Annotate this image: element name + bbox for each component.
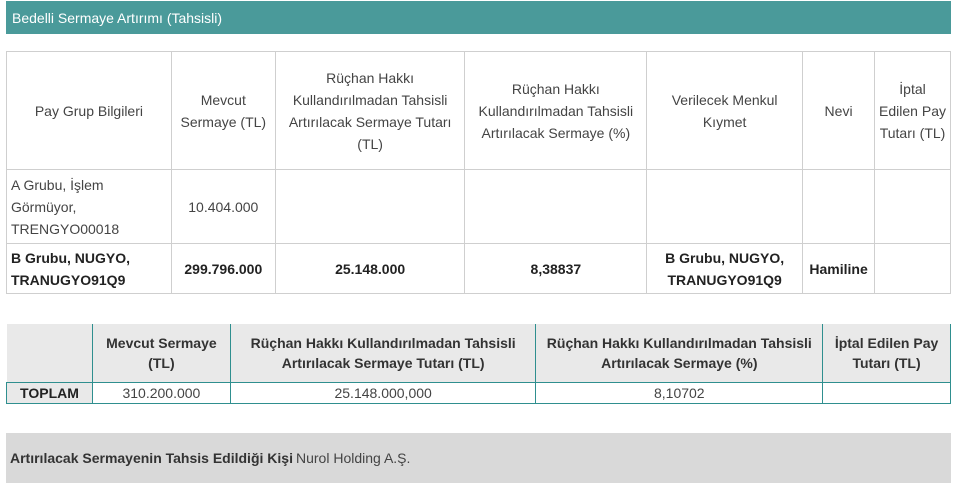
- cell-nevi: [803, 170, 875, 244]
- cell-tutar: 25.148.000: [275, 244, 465, 294]
- totals-iptal: [823, 383, 951, 404]
- cell-oran: [465, 170, 647, 244]
- cell-group: A Grubu, İşlem Görmüyor, TRENGYO00018: [7, 170, 172, 244]
- cell-tutar: [275, 170, 465, 244]
- totals-mevcut: 310.200.000: [92, 383, 230, 404]
- col-tahsisli-oran: Rüçhan Hakkı Kullandırılmadan Tahsisli Artırılacak Sermaye (%): [465, 52, 647, 170]
- cell-iptal: [875, 244, 951, 294]
- totals-col-mevcut: Mevcut Sermaye (TL): [92, 324, 230, 383]
- totals-col-oran: Rüçhan Hakkı Kullandırılmadan Tahsisli Artırılacak Sermaye (%): [536, 324, 823, 383]
- totals-tutar: 25.148.000,000: [230, 383, 536, 404]
- table-row: [7, 170, 951, 244]
- col-pay-grup: Pay Grup Bilgileri: [7, 52, 172, 170]
- cell-oran: 8,38837: [465, 244, 647, 294]
- section-title: Bedelli Sermaye Artırımı (Tahsisli): [12, 9, 223, 26]
- table-header-row: [7, 52, 951, 170]
- totals-oran: 8,10702: [536, 383, 823, 404]
- cell-mevcut: 299.796.000: [171, 244, 275, 294]
- totals-header-blank: [7, 324, 93, 383]
- allocation-block: [6, 433, 951, 483]
- totals-col-iptal: İptal Edilen Pay Tutarı (TL): [823, 324, 951, 383]
- cell-menkul: [647, 170, 803, 244]
- col-nevi: Nevi: [803, 52, 875, 170]
- col-iptal: İptal Edilen Pay Tutarı (TL): [875, 52, 951, 170]
- cell-nevi: Hamiline: [803, 244, 875, 294]
- cell-menkul: B Grubu, NUGYO, TRANUGYO91Q9: [647, 244, 803, 294]
- totals-header-row: [7, 324, 951, 383]
- allocation-label: Artırılacak Sermayenin Tahsis Edildiği Kişi: [10, 450, 293, 466]
- cell-iptal: [875, 170, 951, 244]
- col-tahsisli-tutar: Rüçhan Hakkı Kullandırılmadan Tahsisli Artırılacak Sermaye Tutarı (TL): [275, 52, 465, 170]
- totals-label: TOPLAM: [7, 383, 93, 404]
- totals-table: [6, 324, 951, 404]
- allocation-value: Nurol Holding A.Ş.: [296, 450, 411, 466]
- col-mevcut-sermaye: Mevcut Sermaye (TL): [171, 52, 275, 170]
- cell-group: B Grubu, NUGYO, TRANUGYO91Q9: [7, 244, 172, 294]
- table-row: [7, 244, 951, 294]
- cell-mevcut: 10.404.000: [171, 170, 275, 244]
- totals-col-tutar: Rüçhan Hakkı Kullandırılmadan Tahsisli Artırılacak Sermaye Tutarı (TL): [230, 324, 536, 383]
- col-menkul-kiymet: Verilecek Menkul Kıymet: [647, 52, 803, 170]
- share-group-table: [6, 51, 951, 294]
- totals-row: [7, 383, 951, 404]
- section-title-bar: [6, 1, 951, 34]
